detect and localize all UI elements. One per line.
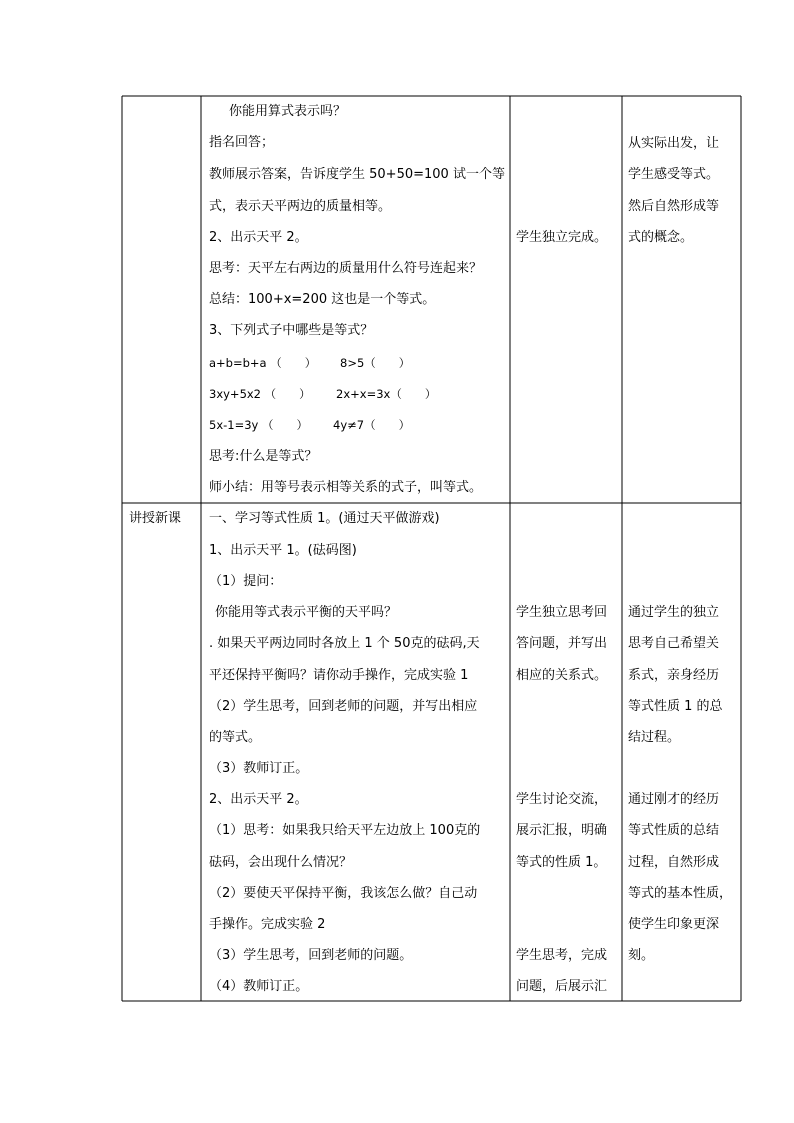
exercise-item: 8>5（ ） [340,356,411,370]
content-line: 砝码，会出现什么情况？ [209,855,353,870]
student-activity-line: 答问题，并写出 [516,636,608,651]
design-intent-line: 然后自然形成等 [628,199,720,214]
design-intent-line: 学生感受等式。 [628,167,720,182]
design-intent-line: 使学生印象更深 [628,917,720,932]
content-line: 你能用等式表示平衡的天平吗？ [215,605,398,620]
content-line: 师小结：用等号表示相等关系的式子，叫等式。 [209,480,483,495]
section-label: 讲授新课 [129,511,182,526]
content-line: 2、出示天平 2。 [209,230,308,245]
design-intent-line: 等式性质 1 的总 [628,699,723,714]
design-intent-line: 通过学生的独立 [628,605,720,620]
design-intent-line: 结过程。 [628,730,681,745]
content-line: （2）学生思考，回到老师的问题，并写出相应 [209,699,478,714]
content-line: （2）要使天平保持平衡，我该怎么做？自己动 [209,886,478,901]
content-line: 思考:什么是等式？ [209,449,318,464]
design-intent-line: 等式的基本性质， [628,886,733,901]
exercise-item: 3xy+5x2 （ ） [209,387,311,401]
design-intent-line: 通过刚才的经历 [628,792,720,807]
exercise-item: 5x-1=3y （ ） [209,418,309,432]
content-line: 总结：100+x=200 这也是一个等式。 [209,292,436,307]
content-line: 一、学习等式性质 1。(通过天平做游戏) [209,511,440,526]
design-intent-line: 思考自己希望关 [628,636,720,651]
student-activity: 学生独立完成。 [516,230,608,245]
content-line: 教师展示答案，告诉度学生 50+50=100 试一个等 [209,167,505,182]
content-line: （1）思考：如果我只给天平左边放上 100克的 [209,823,481,838]
content-line: 思考：天平左右两边的质量用什么符号连起来？ [209,261,483,276]
content-line: 3、下列式子中哪些是等式？ [209,323,374,338]
design-intent-line: 刻。 [628,948,655,963]
content-line: 指名回答； [209,135,275,150]
content-line: （1）提问： [209,574,283,589]
design-intent-line: 从实际出发，让 [628,136,720,151]
exercise-item: 4y≠7（ ） [333,418,411,432]
content-line: . 如果天平两边同时各放上 1 个 50克的砝码,天 [209,636,480,651]
design-intent-line: 系式，亲身经历 [628,668,720,683]
student-activity-line: 展示汇报，明确 [516,823,608,838]
content-line: （3）学生思考，回到老师的问题。 [209,948,413,963]
content-line: （4）教师订正。 [209,979,309,994]
design-intent-line: 等式性质的总结 [628,823,720,838]
content-line: 2、出示天平 2。 [209,792,308,807]
student-activity-line: 相应的关系式。 [516,668,608,683]
content-line: （3）教师订正。 [209,761,309,776]
content-line: 手操作。完成实验 2 [209,917,326,932]
student-activity-line: 学生独立思考回 [516,605,608,620]
exercise-item: a+b=b+a （ ） [209,356,317,370]
exercise-item: 2x+x=3x（ ） [336,387,437,401]
content-line: 式，表示天平两边的质量相等。 [209,199,392,214]
student-activity-line: 等式的性质 1。 [516,855,607,870]
content-line: 的等式。 [209,730,262,745]
design-intent-line: 过程，自然形成 [628,855,720,870]
student-activity-line: 问题，后展示汇 [516,979,608,994]
student-activity-line: 学生讨论交流， [516,792,608,807]
content-line: 你能用算式表示吗？ [229,104,347,119]
design-intent-line: 式的概念。 [628,230,694,245]
content-line: 1、出示天平 1。(砝码图) [209,543,357,558]
content-line: 平还保持平衡吗？请你动手操作，完成实验 1 [209,668,469,683]
student-activity-line: 学生思考，完成 [516,948,608,963]
